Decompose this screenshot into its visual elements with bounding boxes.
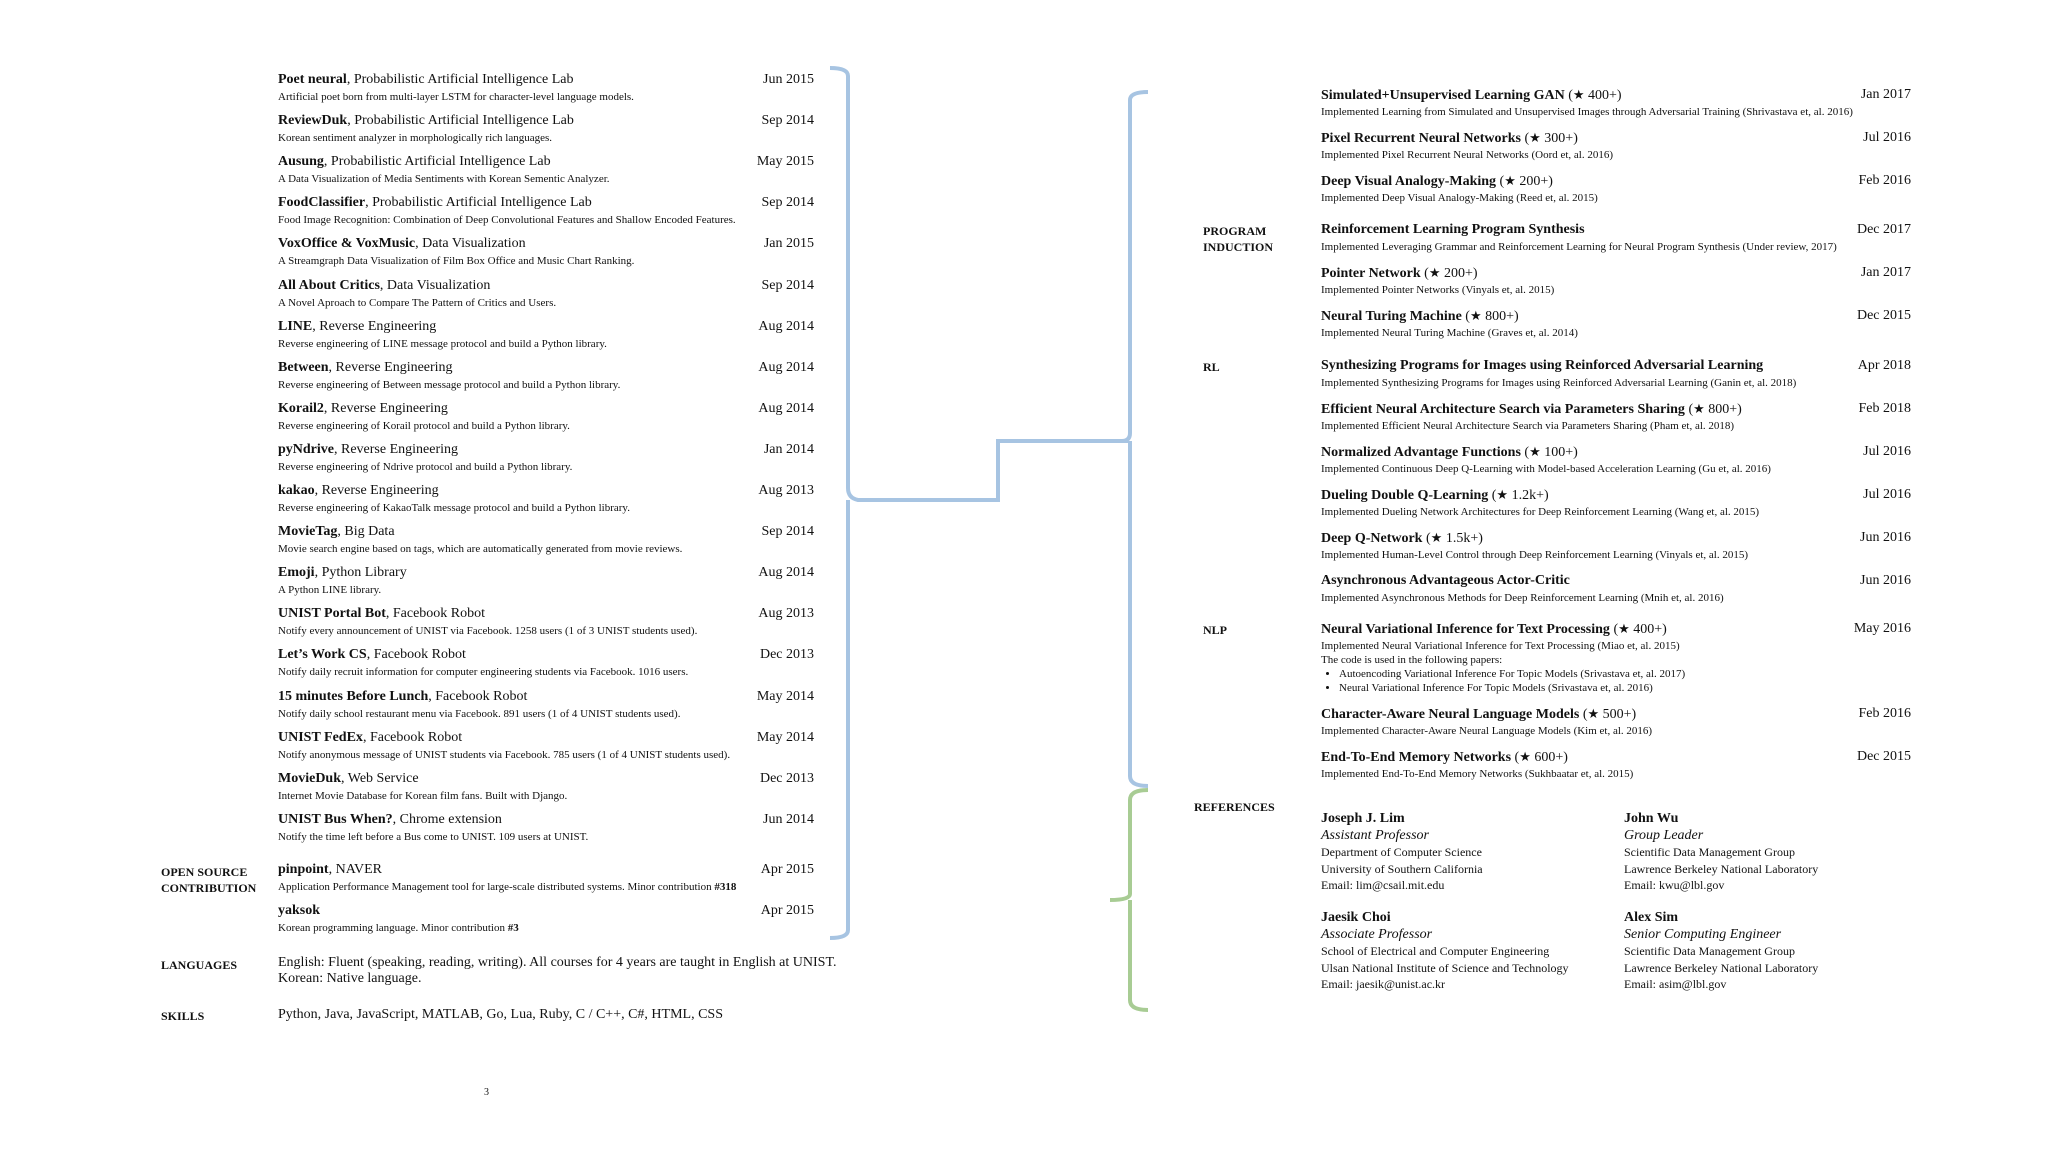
reference-wu: [1624, 811, 1818, 894]
project-date: Dec 2015: [1856, 749, 1911, 764]
project-title: Pointer Network: [1321, 266, 1421, 281]
project-entry: [278, 72, 814, 104]
project-date: Sep 2014: [761, 524, 814, 540]
project-yaksok: [278, 903, 814, 935]
project-date: Jun 2014: [763, 811, 814, 827]
star-icon: ★: [1519, 749, 1531, 764]
project-org: , Facebook Robot: [428, 688, 528, 704]
project-entry: Character-Aware Neural Language Models (★ 500+) Feb 2016 Implemented Character-Aware Neural Language Models (Kim et, al. 2016): [1321, 706, 1911, 737]
project-desc: Notify the time left before a Bus come to UNIST. 109 users at UNIST.: [278, 830, 589, 843]
blue-right-bracket: [1122, 92, 1148, 786]
project-date: Dec 2017: [1856, 222, 1911, 237]
project-org: , NAVER: [328, 862, 383, 877]
reference-institution: Ulsan National Institute of Science and Technology: [1321, 960, 1569, 975]
project-title: Reinforcement Learning Program Synthesis: [1321, 222, 1585, 237]
project-title: Deep Visual Analogy-Making: [1321, 174, 1497, 189]
project-entry: [278, 278, 814, 310]
reference-name: Jaesik Choi: [1321, 910, 1391, 925]
skills-text: Python, Java, JavaScript, MATLAB, Go, Lua, Ruby, C / C++, C#, HTML, CSS: [278, 1007, 723, 1022]
project-title: Neural Turing Machine: [1321, 309, 1462, 324]
project-title: Pixel Recurrent Neural Networks: [1321, 131, 1521, 146]
project-date: Jan 2017: [1860, 87, 1911, 102]
project-name: All About Critics: [278, 277, 380, 293]
project-date: Aug 2014: [758, 318, 814, 334]
project-date: Jul 2016: [1863, 444, 1911, 459]
project-org: , Reverse Engineering: [334, 441, 459, 457]
project-desc: Notify daily school restaurant menu via Facebook. 891 users (1 of 4 UNIST students used).: [278, 707, 681, 720]
project-entry: End-To-End Memory Networks (★ 600+) Dec 2015 Implemented End-To-End Memory Networks (Sukhbaatar et, al. 2015): [1321, 749, 1911, 780]
blue-left-bracket: [830, 68, 1128, 938]
star-count: 600+: [1534, 750, 1564, 765]
paper-list: [1321, 667, 1911, 695]
star-icon: ★: [1496, 487, 1509, 502]
project-date: May 2015: [756, 154, 814, 170]
reference-dept: Scientific Data Management Group: [1624, 944, 1795, 958]
project-title: Efficient Neural Architecture Search via Parameters Sharing: [1321, 402, 1685, 417]
project-title: Asynchronous Advantageous Actor-Critic: [1321, 573, 1570, 588]
star-count: 800+: [1485, 309, 1515, 324]
project-name: Between: [278, 359, 329, 375]
project-org: , Probabilistic Artificial Intelligence Lab: [346, 72, 574, 87]
project-desc: A Data Visualization of Media Sentiments with Korean Sementic Analyzer.: [278, 173, 610, 186]
project-entry: Normalized Advantage Functions (★ 100+) Jul 2016 Implemented Continuous Deep Q-Learning with Model-based Acceleration Learning (Gu et, al. 2016): [1321, 444, 1911, 475]
project-desc: Implemented Continuous Deep Q-Learning with Model-based Acceleration Learning (Gu et, al. 2016): [1321, 463, 1771, 475]
project-org: , Probabilistic Artificial Intelligence Lab: [347, 113, 574, 129]
project-date: Sep 2014: [761, 113, 814, 129]
contribution-link[interactable]: #318: [714, 881, 737, 893]
star-count: 300+: [1544, 131, 1574, 146]
project-title: Neural Variational Inference for Text Processing: [1321, 622, 1610, 637]
project-desc: Implemented Asynchronous Methods for Deep Reinforcement Learning (Mnih et, al. 2016): [1321, 592, 1724, 604]
project-date: Aug 2013: [758, 606, 814, 622]
project-name: pyNdrive: [278, 441, 334, 457]
project-name: pinpoint: [278, 862, 329, 877]
project-name: FoodClassifier: [278, 195, 366, 211]
project-desc: Implemented Human-Level Control through Deep Reinforcement Learning (Vinyals et, al. 2015): [1321, 549, 1748, 561]
page-number: 3: [484, 1087, 489, 1098]
project-entry: [278, 812, 814, 844]
project-entry: [278, 236, 814, 268]
project-org: , Reverse Engineering: [328, 359, 453, 375]
project-entry: Dueling Double Q-Learning (★ 1.2k+) Jul 2016 Implemented Dueling Network Architectures for Deep Reinforcement Learning (Wang et, al. 2015): [1321, 487, 1911, 518]
project-org: , Reverse Engineering: [312, 318, 437, 334]
project-entry: Pointer Network (★ 200+) Jan 2017 Implemented Pointer Networks (Vinyals et, al. 2015): [1321, 265, 1911, 296]
project-entry: [278, 689, 814, 721]
project-entry: Deep Visual Analogy-Making (★ 200+) Feb 2016 Implemented Deep Visual Analogy-Making (Reed et, al. 2015): [1321, 173, 1911, 204]
project-desc: Reverse engineering of LINE message protocol and build a Python library.: [278, 337, 607, 350]
project-entry: Pixel Recurrent Neural Networks (★ 300+) Jul 2016 Implemented Pixel Recurrent Neural Networks (Oord et, al. 2016): [1321, 130, 1911, 161]
project-desc: Implemented Dueling Network Architectures for Deep Reinforcement Learning (Wang et, al. 2015): [1321, 506, 1760, 518]
project-desc: Notify every announcement of UNIST via Facebook. 1258 users (1 of 3 UNIST students used).: [278, 625, 698, 638]
project-date: Jul 2016: [1863, 130, 1911, 145]
project-name: UNIST FedEx: [278, 729, 363, 745]
project-date: Jun 2015: [763, 72, 814, 87]
project-desc: Movie search engine based on tags, which are automatically generated from movie reviews.: [278, 543, 683, 556]
languages-label: LANGUAGES: [161, 958, 238, 972]
project-title: Simulated+Unsupervised Learning GAN: [1321, 88, 1565, 103]
project-date: Feb 2016: [1858, 173, 1911, 188]
project-entry: [278, 442, 814, 474]
nlp-label: NLP: [1203, 623, 1227, 637]
star-icon: ★: [1618, 621, 1630, 636]
project-date: May 2014: [756, 688, 814, 704]
project-desc: Implemented Neural Variational Inference for Text Processing (Miao et, al. 2015): [1321, 640, 1680, 652]
project-org: , Python Library: [314, 565, 407, 581]
star-icon: ★: [1430, 530, 1443, 545]
project-date: Sep 2014: [761, 195, 814, 211]
project-pinpoint: [278, 862, 814, 894]
star-count: 200+: [1519, 174, 1549, 189]
project-date: Jun 2016: [1860, 573, 1911, 588]
project-entry: [278, 401, 814, 433]
open-source-label-line2: CONTRIBUTION: [161, 881, 257, 895]
project-entry: Efficient Neural Architecture Search via Parameters Sharing (★ 800+) Feb 2018 Implemented Efficient Neural Architecture Search via Parameters Sharing (Pham et, al. 2018): [1321, 401, 1911, 432]
paper-item: • Neural Variational Inference For Topic Models (Srivastava et, al. 2016): [1339, 681, 1911, 695]
project-org: , Facebook Robot: [385, 606, 486, 622]
reference-email[interactable]: Email: kwu@lbl.gov: [1624, 878, 1725, 892]
project-org: , Web Service: [341, 770, 419, 786]
project-title: Dueling Double Q-Learning: [1321, 488, 1489, 503]
project-date: Aug 2013: [758, 483, 814, 498]
star-icon: ★: [1587, 706, 1600, 721]
project-entry: [1321, 358, 1911, 390]
project-title: Normalized Advantage Functions: [1321, 445, 1521, 460]
languages-english: English: Fluent (speaking, reading, writing). All courses for 4 years are taught in English at UNIST.: [278, 955, 837, 970]
project-date: May 2016: [1853, 621, 1911, 636]
project-desc: Artificial poet born from multi-layer LSTM for character-level language models.: [278, 91, 634, 103]
project-name: Korail2: [278, 400, 324, 416]
reference-email[interactable]: Email: jaesik@unist.ac.kr: [1321, 977, 1446, 991]
reference-dept: School of Electrical and Computer Engineering: [1321, 944, 1550, 958]
project-org: , Chrome extension: [392, 811, 502, 827]
paper-item: • Autoencoding Variational Inference For Topic Models (Srivastava et, al. 2017): [1339, 667, 1911, 681]
project-name: Let’s Work CS: [278, 647, 367, 663]
project-date: Aug 2014: [758, 359, 814, 375]
star-count: 1.2k+: [1511, 488, 1544, 503]
project-desc: A Python LINE library.: [278, 584, 382, 597]
project-entry: [278, 113, 814, 145]
project-desc: Notify anonymous message of UNIST students via Facebook. 785 users (1 of 4 UNIST students used).: [278, 748, 731, 761]
project-date: Jan 2014: [763, 441, 814, 457]
project-name: yaksok: [278, 903, 321, 918]
project-date: Dec 2013: [759, 770, 814, 786]
project-date: Jan 2015: [763, 236, 814, 252]
star-icon: ★: [1469, 308, 1482, 323]
project-date: Aug 2014: [758, 400, 814, 416]
project-date: Jun 2016: [1860, 530, 1911, 545]
project-name: UNIST Portal Bot: [278, 606, 386, 622]
project-date: Feb 2016: [1858, 706, 1911, 721]
project-desc: Implemented Leveraging Grammar and Reinforcement Learning for Neural Program Synthesis (Under review, 2017): [1321, 241, 1837, 253]
project-entry: [278, 483, 814, 515]
reference-choi: [1321, 910, 1569, 993]
star-icon: ★: [1529, 444, 1541, 459]
project-desc: Reverse engineering of Ndrive protocol and build a Python library.: [278, 460, 573, 473]
project-date: Dec 2015: [1856, 308, 1911, 323]
references-label: REFERENCES: [1194, 800, 1275, 814]
project-date: May 2014: [756, 729, 814, 745]
project-desc: Implemented Synthesizing Programs for Images using Reinforced Adversarial Learning (Ganin et, al. 2018): [1321, 377, 1797, 389]
project-nvi: Neural Variational Inference for Text Processing (★ 400+) May 2016 Implemented Neural Variational Inference for Text Processing (Miao et, al. 2015) The code is used in the following papers: • Autoencoding Variational Inference For Topic Models (Srivastava et, al. 2017) • Neural Variational Inference For Topic Models (Srivastava et, al. 2016): [1321, 621, 1911, 695]
project-entry: [278, 771, 814, 803]
reference-name: Alex Sim: [1624, 910, 1679, 925]
project-desc: Reverse engineering of Korail protocol and build a Python library.: [278, 419, 570, 432]
project-entry: [278, 360, 814, 392]
project-date: Jul 2016: [1863, 487, 1911, 502]
project-org: , Facebook Robot: [366, 647, 466, 663]
project-title: End-To-End Memory Networks: [1321, 750, 1512, 765]
star-count: 800+: [1708, 402, 1738, 417]
project-date: Jan 2017: [1860, 265, 1911, 280]
project-desc: Korean programming language. Minor contribution: [278, 922, 508, 934]
star-icon: ★: [1693, 401, 1705, 416]
reference-name: John Wu: [1624, 811, 1679, 826]
project-name: MovieDuk: [278, 770, 341, 786]
project-date: Apr 2018: [1857, 358, 1911, 373]
project-desc: Implemented Pixel Recurrent Neural Networks (Oord et, al. 2016): [1321, 149, 1614, 161]
languages-korean: Korean: Native language.: [278, 971, 422, 986]
star-count: 200+: [1444, 266, 1473, 281]
star-count: 400+: [1633, 622, 1663, 637]
program-induction-label-line2: INDUCTION: [1203, 240, 1274, 254]
project-entry: [278, 606, 814, 638]
project-desc: Notify daily recruit information for computer engineering students via Facebook. 1016 users.: [278, 666, 689, 679]
project-entry: [278, 647, 814, 679]
reference-lim: [1321, 811, 1483, 894]
reference-role: Senior Computing Engineer: [1624, 926, 1782, 942]
star-count: 100+: [1544, 445, 1574, 460]
star-icon: ★: [1572, 87, 1585, 102]
project-name: 15 minutes Before Lunch: [278, 688, 429, 704]
project-date: Apr 2015: [760, 862, 814, 877]
project-entry: [278, 730, 814, 762]
project-desc: Implemented End-To-End Memory Networks (Sukhbaatar et, al. 2015): [1321, 768, 1634, 780]
project-name: LINE: [278, 318, 313, 334]
project-desc: Implemented Pointer Networks (Vinyals et, al. 2015): [1321, 284, 1555, 296]
reference-dept: Scientific Data Management Group: [1624, 845, 1795, 859]
project-org: , Reverse Engineering: [323, 400, 448, 416]
star-icon: ★: [1529, 130, 1541, 145]
program-induction-label: [1203, 223, 1273, 255]
project-desc: Implemented Deep Visual Analogy-Making (Reed et, al. 2015): [1321, 192, 1598, 204]
star-count: 1.5k+: [1445, 531, 1479, 546]
project-desc: Reverse engineering of KakaoTalk message protocol and build a Python library.: [278, 502, 630, 514]
project-org: , Data Visualization: [415, 236, 526, 252]
project-entry: Deep Q-Network (★ 1.5k+) Jun 2016 Implemented Human-Level Control through Deep Reinforcement Learning (Vinyals et, al. 2015): [1321, 530, 1911, 561]
rl-label: RL: [1203, 360, 1220, 374]
project-org: , Probabilistic Artificial Intelligence Lab: [365, 195, 592, 211]
project-desc: Food Image Recognition: Combination of Deep Convolutional Features and Shallow Encoded Features.: [278, 214, 736, 227]
project-title: Character-Aware Neural Language Models: [1321, 707, 1580, 722]
project-date: Sep 2014: [761, 277, 814, 293]
project-desc: Implemented Neural Turing Machine (Graves et, al. 2014): [1321, 327, 1578, 339]
project-name: UNIST Bus When?: [278, 811, 393, 827]
project-entry: Neural Turing Machine (★ 800+) Dec 2015 Implemented Neural Turing Machine (Graves et, al. 2014): [1321, 308, 1911, 339]
reference-email[interactable]: Email: lim@csail.mit.edu: [1321, 878, 1445, 892]
project-name: MovieTag: [278, 524, 338, 540]
reference-name: Joseph J. Lim: [1321, 811, 1405, 826]
project-org: , Data Visualization: [379, 277, 491, 293]
star-count: 400+: [1588, 88, 1617, 103]
project-title: Synthesizing Programs for Images using Reinforced Adversarial Learning: [1321, 358, 1764, 373]
project-org: , Probabilistic Artificial Intelligence Lab: [323, 154, 551, 170]
project-desc: Application Performance Management tool for large-scale distributed systems. Minor contribution: [278, 881, 715, 893]
reference-institution: Lawrence Berkeley National Laboratory: [1624, 861, 1819, 876]
project-name: ReviewDuk: [278, 113, 348, 129]
project-org: , Reverse Engineering: [314, 483, 439, 498]
project-desc: Implemented Efficient Neural Architecture Search via Parameters Sharing (Pham et, al. 2018): [1321, 420, 1735, 432]
reference-institution: Lawrence Berkeley National Laboratory: [1624, 960, 1819, 975]
project-name: Poet neural: [278, 72, 347, 87]
reference-institution: University of Southern California: [1321, 861, 1483, 876]
project-date: Aug 2014: [758, 565, 814, 581]
project-desc: Implemented Character-Aware Neural Language Models (Kim et, al. 2016): [1321, 725, 1653, 737]
star-count: 500+: [1602, 707, 1632, 722]
contribution-link[interactable]: #3: [507, 922, 519, 934]
project-date: Apr 2015: [760, 903, 814, 918]
project-desc: A Novel Aproach to Compare The Pattern of Critics and Users.: [278, 296, 557, 309]
project-entry: [1321, 222, 1911, 254]
open-source-label: [161, 864, 256, 896]
project-desc: Internet Movie Database for Korean film fans. Built with Django.: [278, 789, 568, 802]
project-desc: Implemented Learning from Simulated and Unsupervised Images through Adversarial Training (Shrivastava et, al. 2016): [1321, 106, 1853, 118]
star-icon: ★: [1428, 265, 1441, 280]
project-entry: [278, 319, 814, 351]
project-name: kakao: [278, 483, 315, 498]
project-entry: [278, 565, 814, 597]
project-date: Feb 2018: [1858, 401, 1911, 416]
project-entry: [278, 524, 814, 556]
project-entry: [278, 195, 814, 227]
reference-role: Group Leader: [1624, 827, 1704, 843]
star-icon: ★: [1504, 173, 1516, 188]
project-entry: [278, 154, 814, 186]
program-induction-label-line1: PROGRAM: [1203, 224, 1267, 238]
reference-sim: [1624, 910, 1818, 993]
project-org: , Big Data: [337, 524, 395, 540]
open-source-label-line1: OPEN SOURCE: [161, 865, 248, 879]
project-title: Deep Q-Network: [1321, 531, 1423, 546]
project-desc: Reverse engineering of Between message protocol and build a Python library.: [278, 378, 621, 391]
reference-email[interactable]: Email: asim@lbl.gov: [1624, 977, 1727, 991]
project-date: Dec 2013: [759, 647, 814, 663]
reference-role: Assistant Professor: [1321, 827, 1429, 843]
project-name: Ausung: [278, 154, 324, 170]
project-used-note: The code is used in the following papers:: [1321, 654, 1503, 666]
project-desc: A Streamgraph Data Visualization of Film Box Office and Music Chart Ranking.: [278, 255, 635, 268]
reference-dept: Department of Computer Science: [1321, 845, 1482, 859]
project-name: VoxOffice & VoxMusic: [278, 236, 416, 252]
project-desc: Korean sentiment analyzer in morphologically rich languages.: [278, 132, 552, 145]
reference-role: Associate Professor: [1321, 926, 1433, 942]
project-entry: Simulated+Unsupervised Learning GAN (★ 400+) Jan 2017 Implemented Learning from Simulated and Unsupervised Images through Adversarial Training (Shrivastava et, al. 2016): [1321, 87, 1911, 118]
green-right-bracket: [1110, 790, 1148, 1010]
project-org: , Facebook Robot: [362, 729, 463, 745]
skills-label: SKILLS: [161, 1009, 205, 1023]
project-name: Emoji: [278, 565, 315, 581]
project-entry: [1321, 573, 1911, 605]
